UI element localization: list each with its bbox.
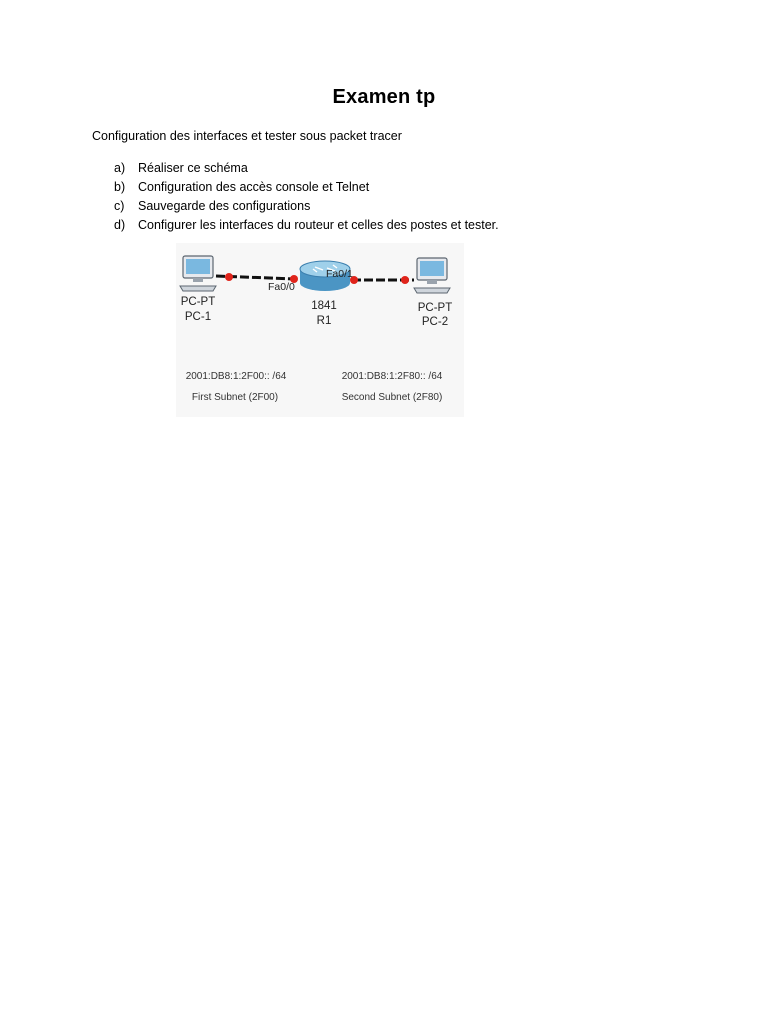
pc2-computer-icon [414,258,450,293]
task-list [114,159,499,235]
port-dot [225,273,233,281]
pc2-type-label: PC-PT [417,302,453,314]
subnet1-name-label: First Subnet (2F00) [191,392,279,403]
list-item [114,197,499,216]
router-port-fa01-label: Fa0/1 [326,268,353,280]
list-marker: b) [114,180,126,194]
port-dot [401,276,409,284]
router-port-fa00-label: Fa0/0 [268,281,295,293]
task-text: Configurer les interfaces du routeur et celles des postes et tester. [138,218,499,232]
task-text: Réaliser ce schéma [138,161,248,175]
pc1-type-label: PC-PT [180,296,216,308]
pc2-name-label: PC-2 [421,316,449,328]
list-marker: d) [114,218,126,232]
list-item [114,216,499,235]
router-name-label: R1 [316,315,332,327]
document-title: Examen tp [332,86,436,108]
pc1-name-label: PC-1 [184,311,212,323]
subnet2-prefix-label: 2001:DB8:1:2F80:: /64 [341,371,443,382]
task-text: Configuration des accès console et Telnet [138,180,370,194]
list-marker: c) [114,199,125,213]
network-topology-figure [176,243,464,417]
pc1-computer-icon [180,256,216,291]
router-model-label: 1841 [311,300,337,312]
subnet1-prefix-label: 2001:DB8:1:2F00:: /64 [185,371,287,382]
intro-text: Configuration des interfaces et tester sous packet tracer [92,129,402,143]
list-item [114,178,499,197]
task-text: Sauvegarde des configurations [138,199,311,213]
topology-svg [176,243,464,417]
list-item [114,159,499,178]
subnet2-name-label: Second Subnet (2F80) [341,392,443,403]
list-marker: a) [114,161,126,175]
